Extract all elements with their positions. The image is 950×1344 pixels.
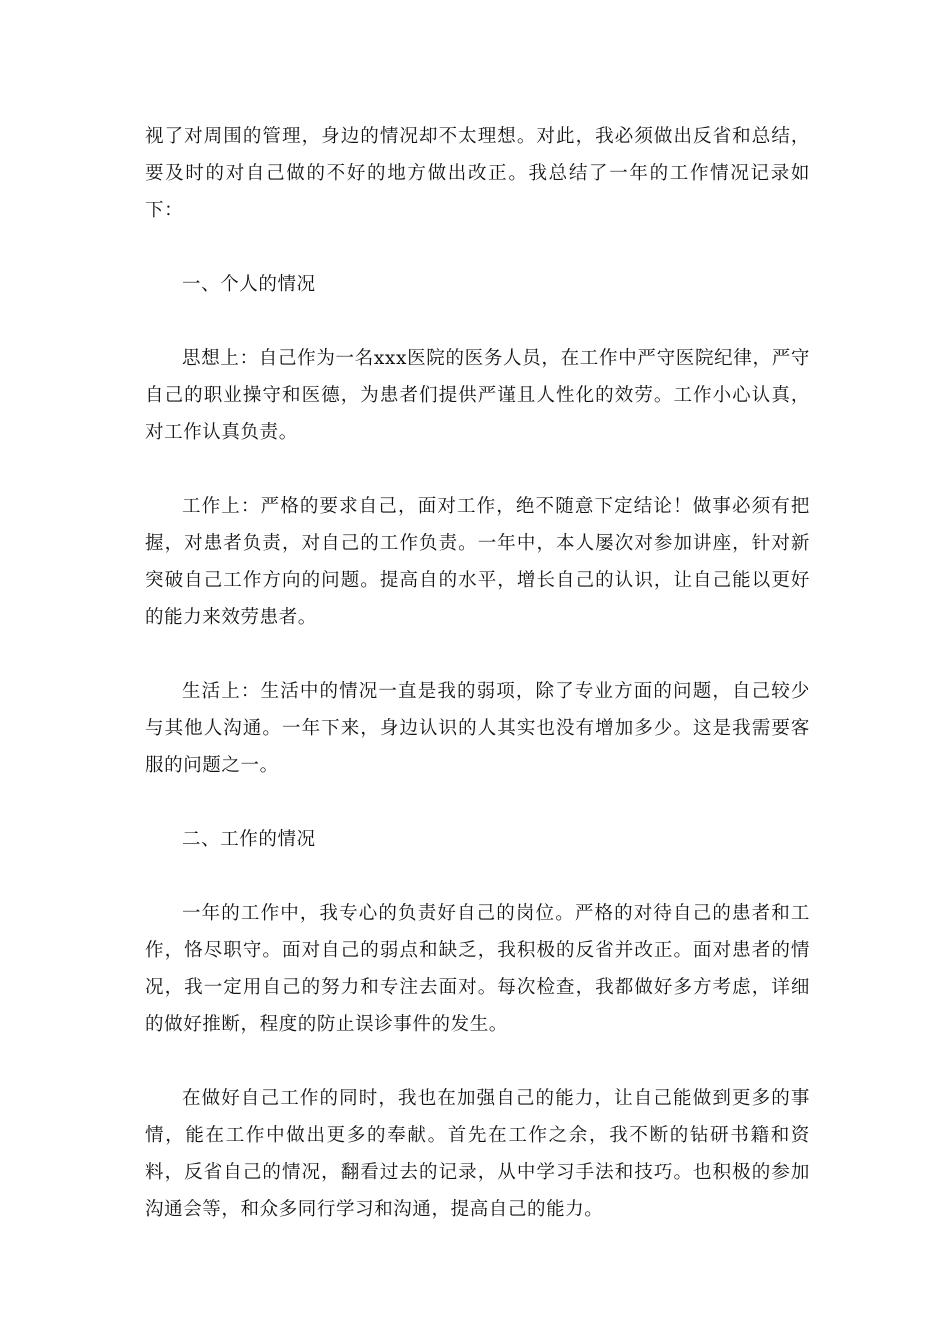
section-heading-work: 二、工作的情况	[182, 829, 316, 850]
paragraph-year-work: 一年的工作中，我专心的负责好自己的岗位。严格的对待自己的患者和工作，恪尽职守。面对自己的弱点和缺乏，我积极的反省并改正。面对患者的情况，我一定用自己的努力和专注去面对。每次检查，我都做好多方考虑，详细的做好推断，程度的防止误诊事件的发生。	[145, 903, 810, 1035]
document-body	[145, 118, 810, 1265]
intro-continuation-paragraph: 视了对周围的管理，身边的情况却不太理想。对此，我必须做出反省和总结，要及时的对自己做的不好的地方做出改正。我总结了一年的工作情况记录如下：	[145, 126, 810, 221]
paragraph-life: 生活上：生活中的情况一直是我的弱项，除了专业方面的问题，自己较少与其他人沟通。一年下来，身边认识的人其实也没有增加多少。这是我需要客服的问题之一。	[145, 681, 810, 776]
section-heading-personal: 一、个人的情况	[182, 274, 316, 295]
paragraph-thought: 思想上：自己作为一名xxx医院的医务人员，在工作中严守医院纪律，严守自己的职业操守和医德，为患者们提供严谨且人性化的效劳。工作小心认真，对工作认真负责。	[145, 348, 810, 443]
paragraph-work: 工作上：严格的要求自己，面对工作，绝不随意下定结论！做事必须有把握，对患者负责，对自己的工作负责。一年中，本人屡次对参加讲座，针对新突破自己工作方向的问题。提高自的水平，增长自己的认识，让自己能以更好的能力来效劳患者。	[145, 496, 810, 628]
paragraph-ability: 在做好自己工作的同时，我也在加强自己的能力，让自己能做到更多的事情，能在工作中做出更多的奉献。首先在工作之余，我不断的钻研书籍和资料，反省自己的情况，翻看过去的记录，从中学习手法和技巧。也积极的参加沟通会等，和众多同行学习和沟通，提高自己的能力。	[145, 1088, 810, 1220]
